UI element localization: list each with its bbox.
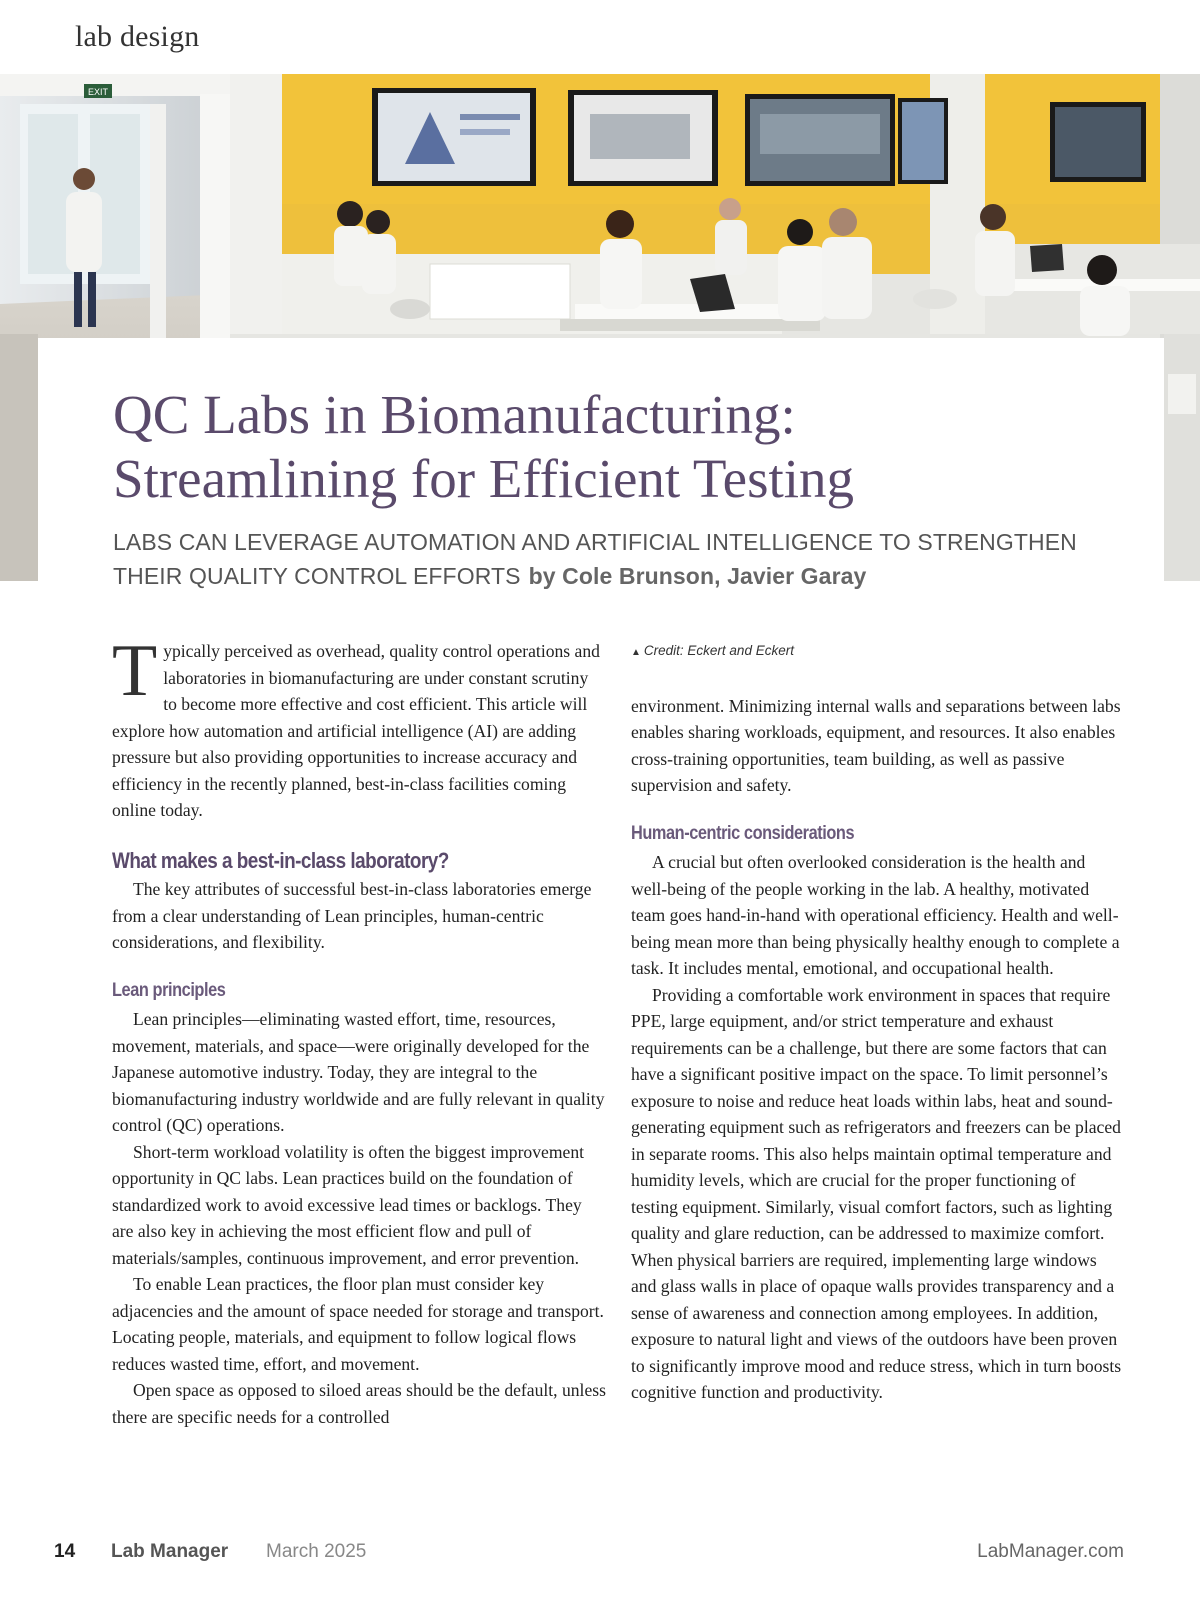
- issue-date: March 2025: [266, 1541, 367, 1562]
- paragraph-lean-1: Lean principles—eliminating wasted effort, time, resources, movement, materials, and space—were originally developed for the Japanese automotive industry. Today, they are integral to the biomanufacturing industry worldwide and are fully relevant in quality control (QC) operations.: [112, 1009, 605, 1135]
- subtitle-line-2: THEIR QUALITY CONTROL EFFORTS: [113, 563, 521, 589]
- exit-sign: EXIT: [87, 87, 109, 97]
- paragraph-continued: environment. Minimizing internal walls and separations between labs enables sharing workloads, equipment, and resources. It also enables cross-training opportunities, team building, as well as passive supervision and safety.: [631, 695, 1121, 795]
- left-column: [112, 630, 606, 1430]
- page-number: 14: [54, 1541, 76, 1562]
- heading-human-centric: Human-centric considerations: [631, 822, 855, 844]
- caret-up-icon: ▲: [631, 647, 641, 658]
- publication-name: Lab Manager: [111, 1541, 229, 1562]
- website-link[interactable]: LabManager.com: [977, 1541, 1124, 1562]
- drop-cap: T: [112, 630, 158, 712]
- article-subtitle: [113, 525, 1153, 593]
- intro-paragraph: [112, 630, 606, 824]
- paragraph-lean-2: Short-term workload volatility is often the biggest improvement opportunity in QC labs. Lean practices build on the foundation of standardized work to avoid excessive lead times or backlogs. They are also key in achieving the most efficient flow and pull of materials/samples, continuous improvement, and error prevention.: [112, 1141, 585, 1268]
- photo-credit-text: Credit: Eckert and Eckert: [643, 643, 794, 658]
- subtitle-line-1: LABS CAN LEVERAGE AUTOMATION AND ARTIFICIAL INTELLIGENCE TO STRENGTHEN: [113, 529, 1077, 555]
- intro-text: ypically perceived as overhead, quality control operations and laboratories in biomanufacturing are under constant scrutiny to become more effective and cost efficient. This article will explore how automation and artificial intelligence (AI) are adding pressure but also providing opportunities to increase accuracy and efficiency in the recently planned, best-in-class facilities coming online today.: [112, 641, 600, 820]
- article-title-line-1: QC Labs in Biomanufacturing:: [113, 384, 796, 445]
- article-title-line-2: Streamlining for Efficient Testing: [113, 448, 855, 509]
- paragraph-key-attributes: The key attributes of successful best-in-class laboratories emerge from a clear understanding of Lean principles, human-centric considerations, and flexibility.: [112, 879, 592, 952]
- page-footer: [0, 1541, 1200, 1571]
- photo-credit: [631, 638, 1123, 667]
- byline: by Cole Brunson, Javier Garay: [528, 563, 867, 589]
- article-title: [113, 383, 854, 511]
- paragraph-lean-3: To enable Lean practices, the floor plan must consider key adjacencies and the amount of space needed for storage and transport. Locating people, materials, and equipment to follow logical flows reduces wasted time, effort, and movement.: [112, 1274, 604, 1374]
- heading-lean-principles: Lean principles: [112, 979, 226, 1001]
- heading-best-in-class: What makes a best-in-class laboratory?: [112, 847, 449, 873]
- paragraph-human-1: A crucial but often overlooked consideration is the health and well-being of the people working in the lab. A healthy, motivated team goes hand-in-hand with operational efficiency. Health and well-being mean more than being physically healthy enough to complete a task. It includes mental, emotional, and occupational health.: [631, 852, 1120, 978]
- section-label: lab design: [75, 20, 200, 53]
- paragraph-lean-4: Open space as opposed to siloed areas should be the default, unless there are specific needs for a controlled: [112, 1380, 606, 1427]
- paragraph-human-2: Providing a comfortable work environment in spaces that require PPE, large equipment, and/or strict temperature and exhaust requirements can be a challenge, but there are some factors that can have a significant positive impact on the space. To limit personnel’s exposure to noise and reduce heat loads within labs, heat and sound-generating equipment such as refrigerators and freezers can be placed in separate rooms. This also helps maintain optimal temperature and humidity levels, which are crucial for the proper functioning of testing equipment. Similarly, visual comfort factors, such as lighting quality and glare reduction, can be addressed to maximize comfort. When physical barriers are required, implementing large windows and glass walls in place of opaque walls provides transparency and a sense of awareness and connection among employees. In addition, exposure to natural light and views of the outdoors have been proven to significantly improve mood and reduce stress, which in turn boosts cognitive function and productivity.: [631, 984, 1122, 1402]
- right-column: [631, 638, 1123, 1406]
